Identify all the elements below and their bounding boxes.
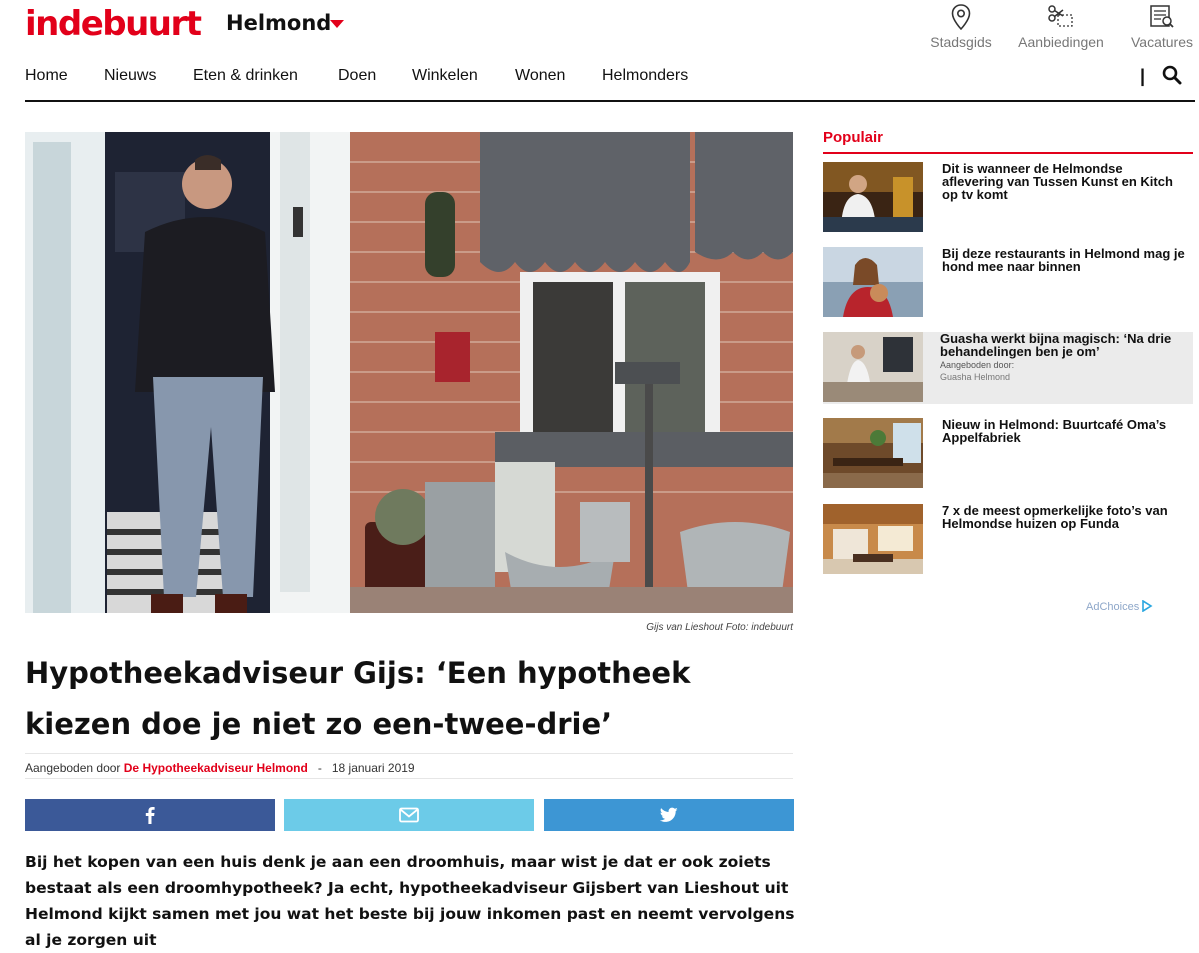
logo-suffix: debuurt [57, 4, 201, 44]
indebuurt-logo[interactable] [25, 4, 201, 44]
nav-item-winkelen[interactable]: Winkelen [412, 67, 478, 84]
tool-label: Stadsgids [930, 34, 992, 50]
popular-heading: Populair [823, 129, 1193, 154]
twitter-icon [660, 808, 678, 823]
sponsored-item-title: Guasha werkt bijna magisch: ‘Na drie behandelingen ben je om’ [940, 331, 1172, 359]
share-twitter-button[interactable] [544, 799, 794, 831]
popular-thumb [823, 247, 923, 317]
meta-separator: - [317, 761, 322, 775]
coupon-scissors-icon [1047, 4, 1075, 30]
popular-thumb [823, 418, 923, 488]
site-header [0, 0, 1199, 102]
caret-down-icon[interactable] [330, 20, 344, 28]
facebook-icon [145, 806, 155, 824]
popular-item-title: Dit is wanneer de Helmondse aflevering van Tussen Kunst en Kitch op tv komt [942, 161, 1173, 202]
mail-icon [399, 808, 419, 823]
main-navigation [25, 62, 1195, 102]
nav-item-nieuws[interactable]: Nieuws [104, 67, 157, 84]
nav-item-wonen[interactable]: Wonen [515, 67, 566, 84]
share-email-button[interactable] [284, 799, 534, 831]
offered-by-label: Aangeboden door [25, 761, 121, 775]
popular-thumb [823, 162, 923, 232]
popular-item-title: Bij deze restaurants in Helmond mag je hond mee naar binnen [942, 246, 1185, 274]
sponsored-label: Aangeboden door: [940, 360, 1015, 370]
article-title: Hypotheekadviseur Gijs: ‘Een hypotheek kiezen doe je niet zo een-twee-drie’ [25, 656, 691, 741]
tool-aanbiedingen[interactable] [1012, 4, 1110, 50]
city-selector[interactable]: Helmond [226, 11, 332, 35]
popular-item[interactable] [823, 504, 1193, 576]
popular-item-title [940, 332, 1185, 383]
tool-label: Aanbiedingen [1018, 34, 1104, 50]
article-intro: Bij het kopen van een huis denk je aan een droomhuis, maar wist je dat er ook zoiets bestaat als een droomhypotheek? Ja echt, hypotheekadviseur Gijsbert van Lieshout uit Helmond kijkt samen met jou wat het beste bij jouw inkomen past en neemt vervolgens al je zorgen uit [25, 853, 795, 949]
newspaper-jobs-icon [1149, 4, 1175, 30]
adchoices-badge[interactable] [1086, 600, 1153, 613]
nav-item-helmonders[interactable]: Helmonders [602, 67, 689, 84]
tool-stadsgids[interactable] [928, 4, 994, 50]
popular-item-sponsored[interactable] [823, 332, 1193, 404]
photo-caption: Gijs van Lieshout Foto: indebuurt [646, 622, 793, 633]
popular-thumb [823, 504, 923, 574]
publish-date: 18 januari 2019 [331, 761, 415, 775]
popular-item-title: 7 x de meest opmerkelijke foto’s van Helmondse huizen op Funda [942, 503, 1168, 531]
logo-prefix: in [25, 4, 58, 44]
adchoices-icon [1141, 600, 1153, 612]
nav-item-eten-drinken[interactable]: Eten & drinken [193, 67, 298, 84]
popular-thumb [823, 332, 923, 402]
nav-item-doen[interactable]: Doen [338, 67, 377, 84]
popular-item[interactable] [823, 162, 1193, 234]
nav-item-home[interactable]: Home [25, 67, 68, 84]
sponsored-advertiser: Guasha Helmond [940, 372, 1011, 382]
search-icon[interactable] [1162, 65, 1182, 85]
nav-separator: | [1140, 66, 1146, 86]
article-meta [25, 753, 793, 779]
tool-vacatures[interactable] [1127, 4, 1197, 50]
sponsor-link[interactable]: De Hypotheekadviseur Helmond [123, 761, 308, 775]
adchoices-label: AdChoices [1086, 601, 1140, 613]
article-hero-photo [25, 132, 793, 613]
popular-item[interactable] [823, 418, 1193, 490]
popular-item[interactable] [823, 247, 1193, 319]
map-pin-icon [950, 4, 972, 30]
popular-item-title: Nieuw in Helmond: Buurtcafé Oma’s Appelfabriek [942, 417, 1167, 445]
tool-label: Vacatures [1131, 34, 1193, 50]
share-facebook-button[interactable] [25, 799, 275, 831]
